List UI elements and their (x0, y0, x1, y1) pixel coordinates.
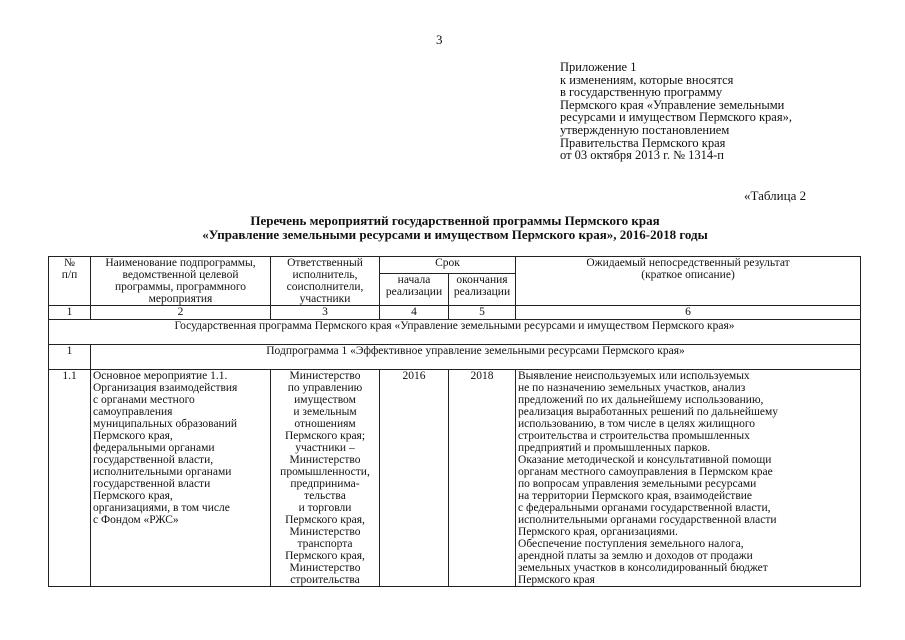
appendix-block (560, 61, 860, 162)
column-number: 3 (271, 306, 380, 320)
document-title-line: Перечень мероприятий государственной программы Пермского края (250, 213, 660, 228)
header-term-end: окончания реализации (449, 273, 516, 305)
header-name: Наименование подпрограммы, ведомственной целевой программы, программного мероприятия (91, 257, 271, 306)
column-number: 6 (516, 306, 861, 320)
header-term-start: начала реализации (380, 273, 449, 305)
program-row (49, 320, 861, 345)
row-name: Основное мероприятие 1.1. Организация взаимодействия с органами местного самоуправления муниципальных образований Пермского края, федеральными органами государственной власти, исполнительными органами государственной власти Пермского края, организациями, в том числе с Фондом «РЖС» (91, 370, 271, 587)
row-end: 2018 (449, 370, 516, 587)
appendix-line: Правительства Пермского края (560, 135, 726, 150)
appendix-line: ресурсами и имуществом Пермского края», (560, 110, 792, 125)
row-start: 2016 (380, 370, 449, 587)
appendix-line: к изменениям, которые вносятся (560, 72, 734, 87)
row-executor: Министерство по управлению имуществом и земельным отношениям Пермского края; участники – Министерство промышленности, предпринима- тельства и торговли Пермского края, Министерство транспорта Пермского края, Министерство строительства (271, 370, 380, 587)
page-number: 3 (436, 32, 443, 47)
appendix-line: от 03 октября 2013 г. № 1314-п (560, 148, 724, 163)
subprogram-title: Подпрограмма 1 «Эффективное управление земельными ресурсами Пермского края» (91, 345, 861, 370)
measures-table (48, 256, 861, 587)
row-result: Выявление неиспользуемых или используемых не по назначению земельных участков, анализ предложений по их дальнейшему использованию, реализация выработанных решений по дальнейшему использованию, в том числе в целях жилищного строительства и строительства промышленных предприятий и промышленных парков. Оказание методической и консультативной помощи органам местного самоуправления в Пермском крае по вопросам управления земельными ресурсами на территории Пермского края, взаимодействие с федеральными органами государственной власти, исполнительными органами государственной власти Пермского края, организациями. Обеспечение поступления земельного налога, арендной платы за землю и доходов от продажи земельных участков в консолидированный бюджет Пермского края (516, 370, 861, 587)
table-row (49, 370, 861, 587)
header-term: Срок (380, 257, 516, 274)
column-number: 2 (91, 306, 271, 320)
subprogram-row (49, 345, 861, 370)
appendix-line: в государственную программу (560, 85, 723, 100)
subprogram-num: 1 (49, 345, 91, 370)
appendix-line: Пермского края «Управление земельными (560, 97, 785, 112)
table-reference: «Таблица 2 (744, 188, 807, 203)
appendix-line: Приложение 1 (560, 60, 637, 74)
header-result: Ожидаемый непосредственный результат (краткое описание) (516, 257, 861, 306)
column-number: 1 (49, 306, 91, 320)
column-numbers-row (49, 306, 861, 320)
column-number: 4 (380, 306, 449, 320)
program-title: Государственная программа Пермского края «Управление земельными ресурсами и имуществом Пермского края» (49, 320, 861, 345)
column-number: 5 (449, 306, 516, 320)
row-num: 1.1 (49, 370, 91, 587)
document-title (60, 214, 850, 242)
table-header-row (49, 257, 861, 274)
header-num: № п/п (49, 257, 91, 306)
document-title-line: «Управление земельными ресурсами и имуществом Пермского края», 2016-2018 годы (202, 227, 708, 242)
appendix-line: утвержденную постановлением (560, 122, 730, 137)
header-executor: Ответственный исполнитель, соисполнители, участники (271, 257, 380, 306)
